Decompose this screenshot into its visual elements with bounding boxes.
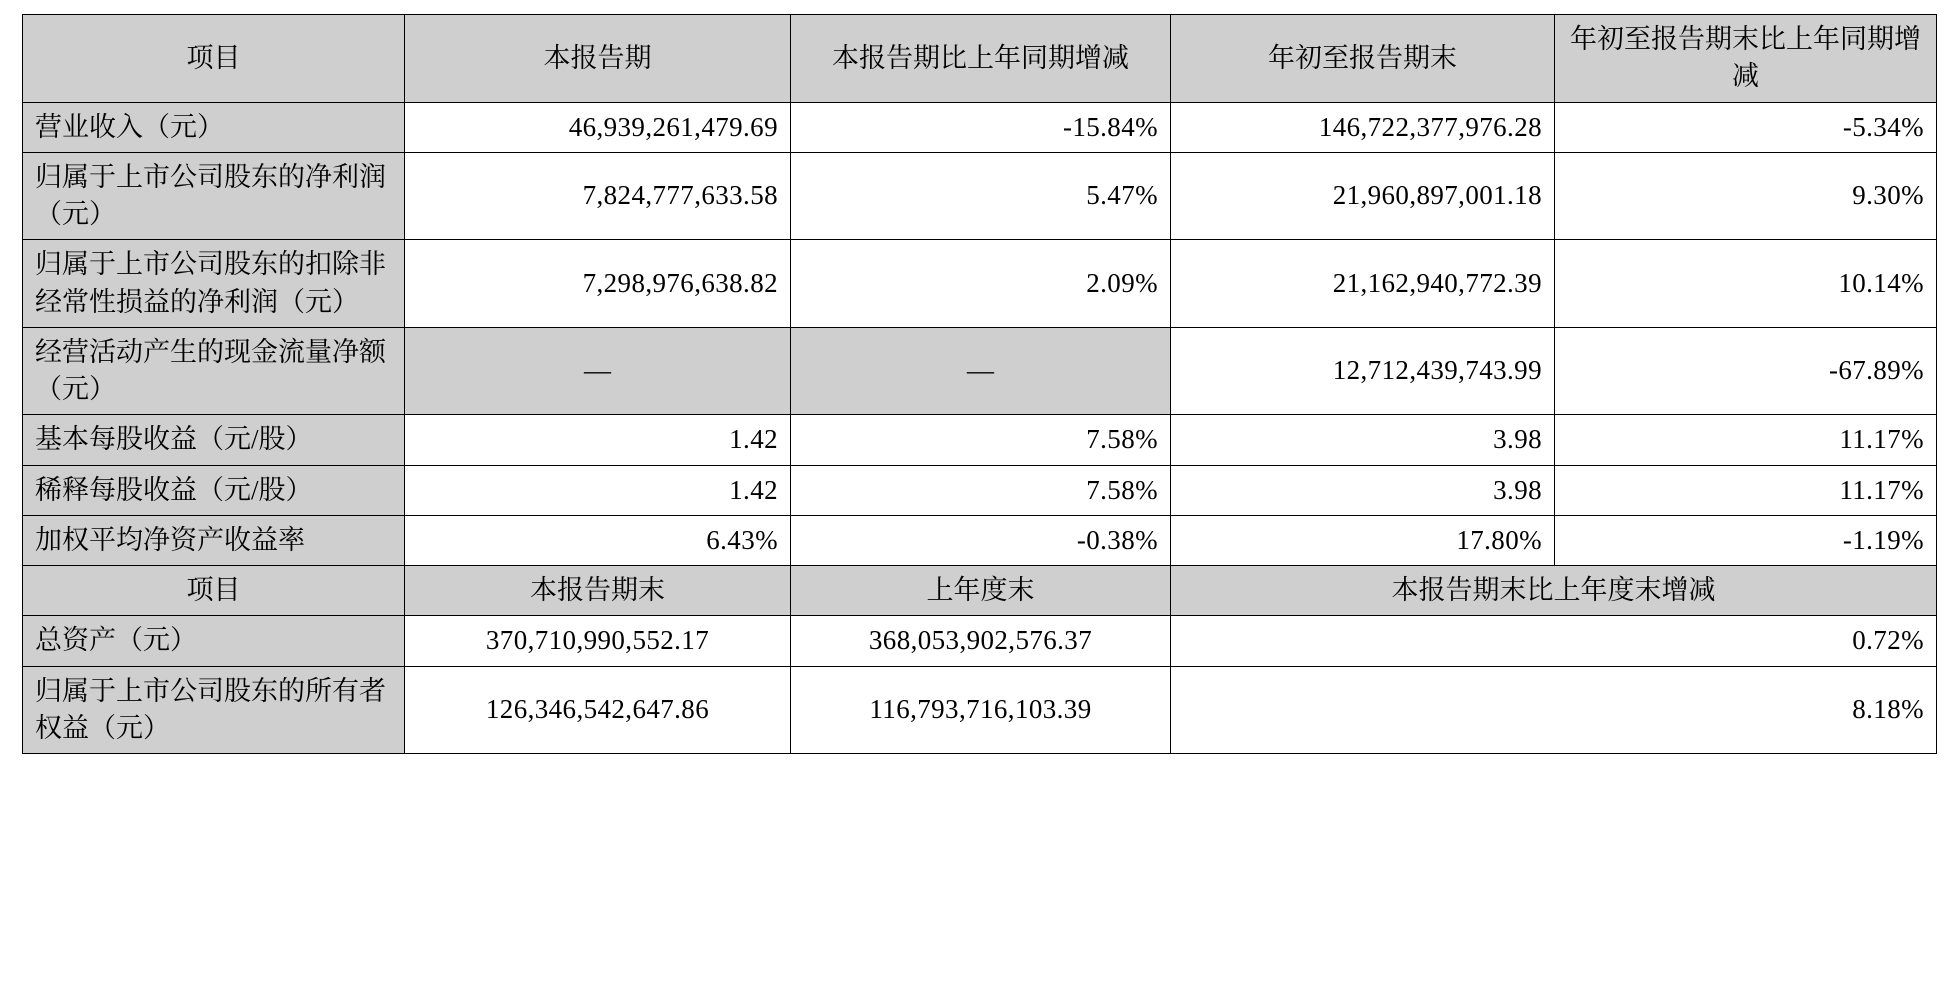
column-header-item-2: 项目 bbox=[23, 566, 405, 616]
row-value-current: 7,824,777,633.58 bbox=[405, 152, 791, 240]
row-value-ytd: 21,960,897,001.18 bbox=[1171, 152, 1555, 240]
row-value-current-yoy: -15.84% bbox=[791, 102, 1171, 152]
row-label: 经营活动产生的现金流量净额（元） bbox=[23, 327, 405, 415]
row-value-current-yoy: 7.58% bbox=[791, 465, 1171, 515]
row-value-current: 1.42 bbox=[405, 415, 791, 465]
table-row bbox=[23, 465, 1937, 515]
table-row bbox=[23, 152, 1937, 240]
row-value-ytd-yoy: 9.30% bbox=[1555, 152, 1937, 240]
row-value-current-yoy: — bbox=[791, 327, 1171, 415]
row-label: 加权平均净资产收益率 bbox=[23, 515, 405, 565]
row-value-current: 6.43% bbox=[405, 515, 791, 565]
row-label: 归属于上市公司股东的扣除非经常性损益的净利润（元） bbox=[23, 240, 405, 328]
table-row bbox=[23, 616, 1937, 666]
column-header-change: 本报告期末比上年度末增减 bbox=[1171, 566, 1937, 616]
row-value-ytd: 3.98 bbox=[1171, 465, 1555, 515]
row-value-last-year-end: 116,793,716,103.39 bbox=[791, 666, 1171, 754]
row-value-current: 7,298,976,638.82 bbox=[405, 240, 791, 328]
row-label: 基本每股收益（元/股） bbox=[23, 415, 405, 465]
row-value-ytd-yoy: -5.34% bbox=[1555, 102, 1937, 152]
row-value-change: 0.72% bbox=[1171, 616, 1937, 666]
row-value-ytd: 21,162,940,772.39 bbox=[1171, 240, 1555, 328]
row-value-current-yoy: -0.38% bbox=[791, 515, 1171, 565]
column-header-last-year-end: 上年度末 bbox=[791, 566, 1171, 616]
row-value-ytd: 12,712,439,743.99 bbox=[1171, 327, 1555, 415]
table-header-row-2 bbox=[23, 566, 1937, 616]
row-value-ytd-yoy: 11.17% bbox=[1555, 415, 1937, 465]
row-label: 营业收入（元） bbox=[23, 102, 405, 152]
row-value-ytd: 3.98 bbox=[1171, 415, 1555, 465]
row-value-current: 46,939,261,479.69 bbox=[405, 102, 791, 152]
row-label: 稀释每股收益（元/股） bbox=[23, 465, 405, 515]
table-row bbox=[23, 102, 1937, 152]
row-value-ytd-yoy: -1.19% bbox=[1555, 515, 1937, 565]
column-header-ytd: 年初至报告期末 bbox=[1171, 15, 1555, 103]
row-value-current-yoy: 7.58% bbox=[791, 415, 1171, 465]
row-value-change: 8.18% bbox=[1171, 666, 1937, 754]
row-label: 归属于上市公司股东的净利润（元） bbox=[23, 152, 405, 240]
table-row bbox=[23, 240, 1937, 328]
column-header-current-period: 本报告期 bbox=[405, 15, 791, 103]
table-row bbox=[23, 515, 1937, 565]
row-label: 总资产（元） bbox=[23, 616, 405, 666]
column-header-item: 项目 bbox=[23, 15, 405, 103]
table-row bbox=[23, 327, 1937, 415]
row-value-period-end: 126,346,542,647.86 bbox=[405, 666, 791, 754]
row-value-current-yoy: 5.47% bbox=[791, 152, 1171, 240]
row-value-last-year-end: 368,053,902,576.37 bbox=[791, 616, 1171, 666]
financial-summary-table bbox=[22, 14, 1937, 754]
row-value-current: 1.42 bbox=[405, 465, 791, 515]
row-value-period-end: 370,710,990,552.17 bbox=[405, 616, 791, 666]
row-value-current: — bbox=[405, 327, 791, 415]
row-value-ytd-yoy: 10.14% bbox=[1555, 240, 1937, 328]
row-label: 归属于上市公司股东的所有者权益（元） bbox=[23, 666, 405, 754]
row-value-ytd: 146,722,377,976.28 bbox=[1171, 102, 1555, 152]
table-header-row-1 bbox=[23, 15, 1937, 103]
column-header-current-period-yoy: 本报告期比上年同期增减 bbox=[791, 15, 1171, 103]
row-value-ytd: 17.80% bbox=[1171, 515, 1555, 565]
column-header-ytd-yoy: 年初至报告期末比上年同期增减 bbox=[1555, 15, 1937, 103]
row-value-current-yoy: 2.09% bbox=[791, 240, 1171, 328]
row-value-ytd-yoy: 11.17% bbox=[1555, 465, 1937, 515]
column-header-period-end: 本报告期末 bbox=[405, 566, 791, 616]
table-row bbox=[23, 415, 1937, 465]
table-row bbox=[23, 666, 1937, 754]
row-value-ytd-yoy: -67.89% bbox=[1555, 327, 1937, 415]
